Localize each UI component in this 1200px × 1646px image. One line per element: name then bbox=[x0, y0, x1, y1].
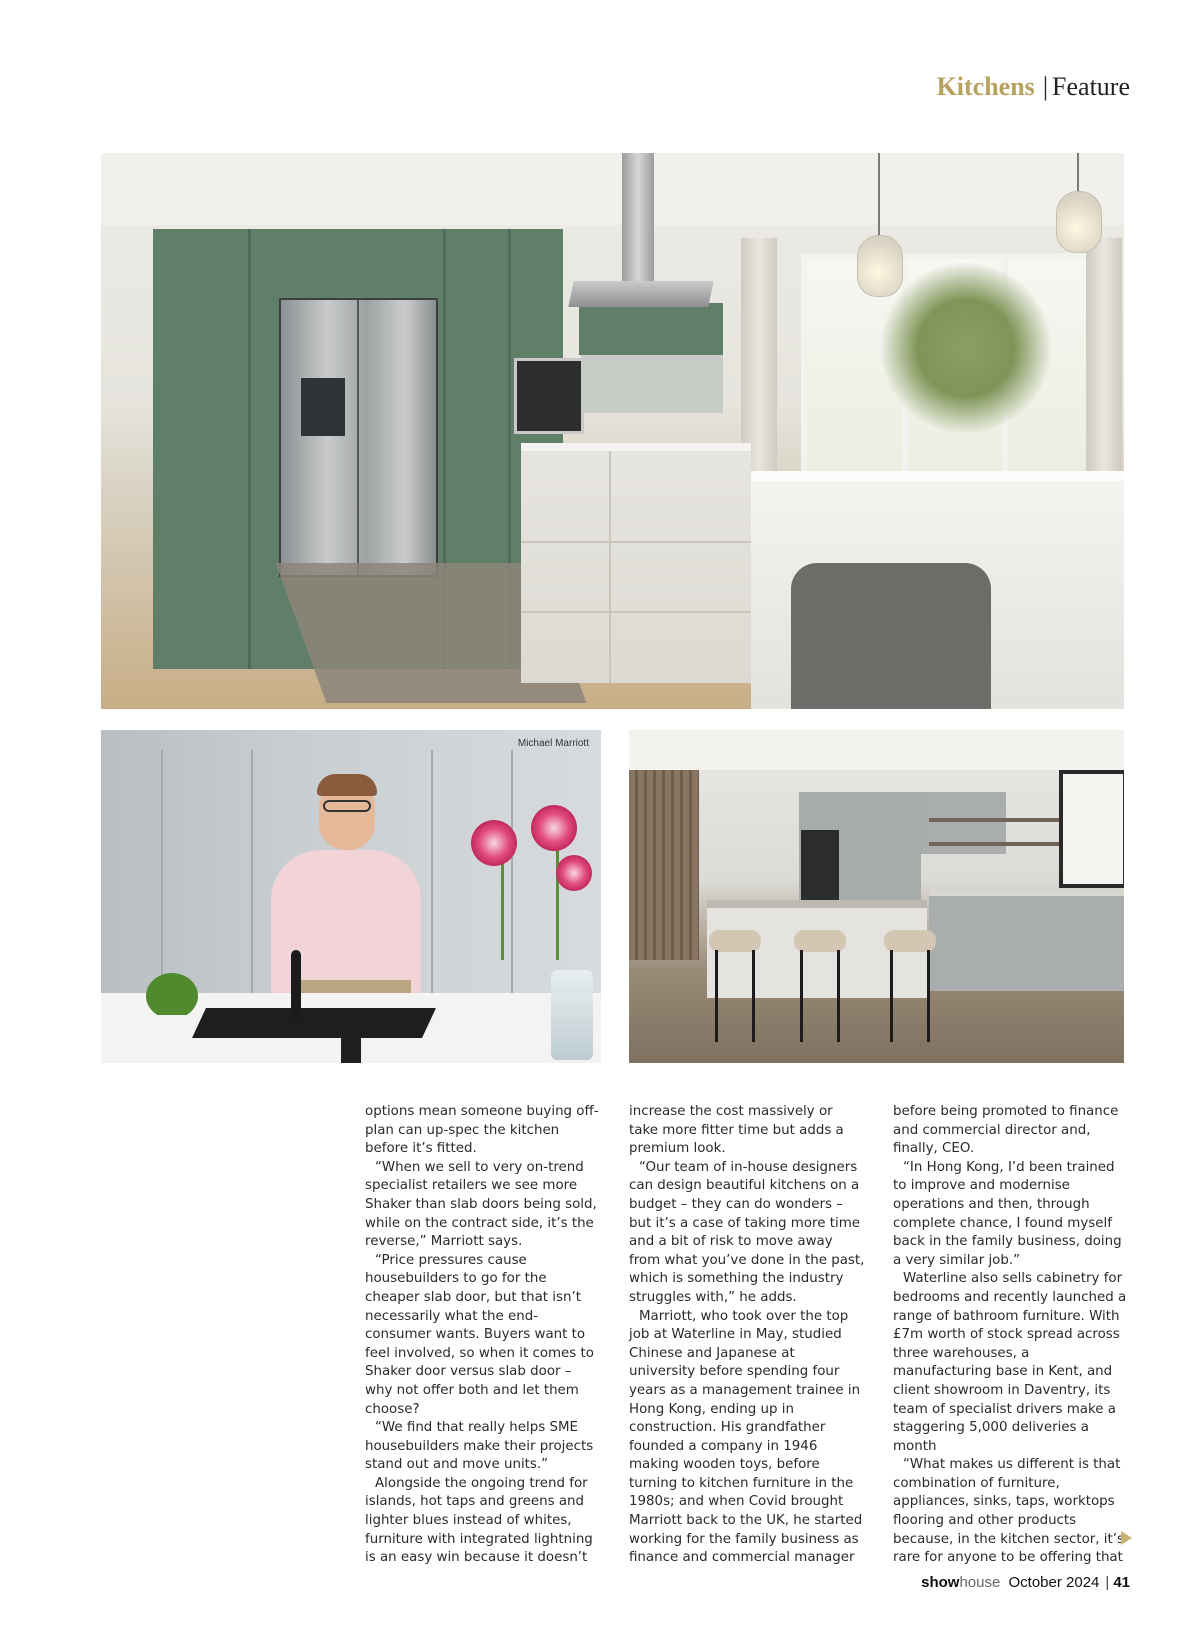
ceiling bbox=[101, 153, 1124, 225]
pendant-cord bbox=[1077, 153, 1079, 193]
black-sink bbox=[192, 1008, 436, 1038]
base-units bbox=[929, 890, 1124, 991]
portrait-photo bbox=[101, 730, 601, 1063]
bar-chair bbox=[791, 563, 991, 709]
bar-stool bbox=[709, 930, 761, 1040]
grey-kitchen-photo bbox=[629, 730, 1124, 1063]
black-tap bbox=[291, 950, 301, 1020]
olive-tree bbox=[881, 263, 1051, 433]
hero-kitchen-photo bbox=[101, 153, 1124, 709]
paragraph: “In Hong Kong, I’d been trained to improve and modernise operations and then, through complete chance, I found myself back in the family business, doing a very similar job.” bbox=[893, 1159, 1122, 1268]
brand-bold: show bbox=[921, 1574, 960, 1591]
footer-separator: | bbox=[1105, 1574, 1110, 1591]
paragraph: options mean someone buying off-plan can up-spec the kitchen before it’s fitted. bbox=[365, 1104, 599, 1157]
paragraph: “We find that really helps SME housebuilders make their projects stand out and move units.” bbox=[365, 1420, 594, 1473]
extractor-hood bbox=[568, 281, 714, 307]
pendant-light bbox=[1056, 191, 1102, 253]
pendant-cord bbox=[878, 153, 880, 238]
brand-light: house bbox=[959, 1574, 1001, 1591]
issue-date: October 2024 bbox=[1008, 1574, 1100, 1591]
wine-bottle bbox=[341, 1025, 361, 1063]
glass-vase bbox=[551, 970, 593, 1060]
kitchen-island bbox=[521, 443, 751, 683]
text-column-2 bbox=[629, 1103, 865, 1568]
page-number: 41 bbox=[1113, 1574, 1130, 1591]
photo-caption: Michael Marriott bbox=[517, 738, 589, 749]
bar-stool bbox=[794, 930, 846, 1040]
paragraph: Marriott, who took over the top job at Waterline in May, studied Chinese and Japanese at university before spending four years as a management trainee in Hong Kong, ending up in construction. His grandfather founded a company in 1946 making wooden toys, before turning to kitchen furniture in the 1980s; and when Covid brought Marriott back to the UK, he started working for the family business as finance and commercial manager bbox=[629, 1308, 863, 1566]
section-label: Kitchens bbox=[936, 72, 1035, 101]
glasses bbox=[323, 800, 371, 812]
paragraph: “When we sell to very on-trend specialist retailers we see more Shaker than slab doors being sold, while on the contract side, it’s the reverse,” Marriott says. bbox=[365, 1159, 597, 1250]
paragraph: “Price pressures cause housebuilders to go for the cheaper slab door, but that isn’t necessarily what the end-consumer wants. Buyers want to feel involved, so when it comes to Shaker door versus slab door – why not offer both and let them choose? bbox=[365, 1252, 594, 1417]
paragraph: increase the cost massively or take more fitter time but adds a premium look. bbox=[629, 1104, 844, 1157]
fridge bbox=[279, 298, 438, 577]
feature-label: Feature bbox=[1052, 72, 1130, 101]
wall-oven bbox=[514, 358, 584, 434]
splashback bbox=[581, 355, 723, 413]
paragraph: “What makes us different is that combination of furniture, appliances, sinks, taps, worktops flooring and other products because, in the kitchen sector, it’s rare for anyone to be offering that bbox=[893, 1457, 1125, 1566]
potted-plant bbox=[146, 973, 198, 1053]
lily-flowers bbox=[461, 800, 601, 950]
extractor-chimney bbox=[622, 153, 654, 283]
open-shelf bbox=[929, 818, 1069, 822]
text-column-1 bbox=[365, 1103, 601, 1568]
running-header bbox=[937, 70, 1130, 104]
ceiling bbox=[629, 730, 1124, 770]
green-wall-units bbox=[579, 303, 723, 355]
pendant-light bbox=[857, 235, 903, 297]
paragraph: Waterline also sells cabinetry for bedrooms and recently launched a range of bathroom furniture. With £7m worth of stock spread across three warehouses, a manufacturing base in Kent, and client showroom in Daventry, its team of specialist drivers make a staggering 5,000 deliveries a month bbox=[893, 1271, 1127, 1454]
person-hair bbox=[317, 774, 377, 796]
bar-stool bbox=[884, 930, 936, 1040]
paragraph: Alongside the ongoing trend for islands, hot taps and greens and lighter blues instead of whites, furniture with integrated lightning is an easy win because it doesn’t bbox=[365, 1475, 593, 1566]
paragraph: before being promoted to finance and commercial director and, finally, CEO. bbox=[893, 1104, 1119, 1157]
header-separator: | bbox=[1042, 72, 1049, 101]
text-column-3 bbox=[893, 1103, 1129, 1568]
page-footer bbox=[921, 1573, 1130, 1593]
open-shelf bbox=[929, 842, 1069, 846]
triangle-right-icon bbox=[1121, 1531, 1132, 1545]
slatted-wall bbox=[629, 770, 699, 960]
window bbox=[1059, 770, 1124, 888]
paragraph: “Our team of in-house designers can design beautiful kitchens on a budget – they can do wonders – but it’s a case of taking more time and a bit of risk to move away from what you’ve done in the past, which is something the industry struggles with,” he adds. bbox=[629, 1159, 865, 1305]
